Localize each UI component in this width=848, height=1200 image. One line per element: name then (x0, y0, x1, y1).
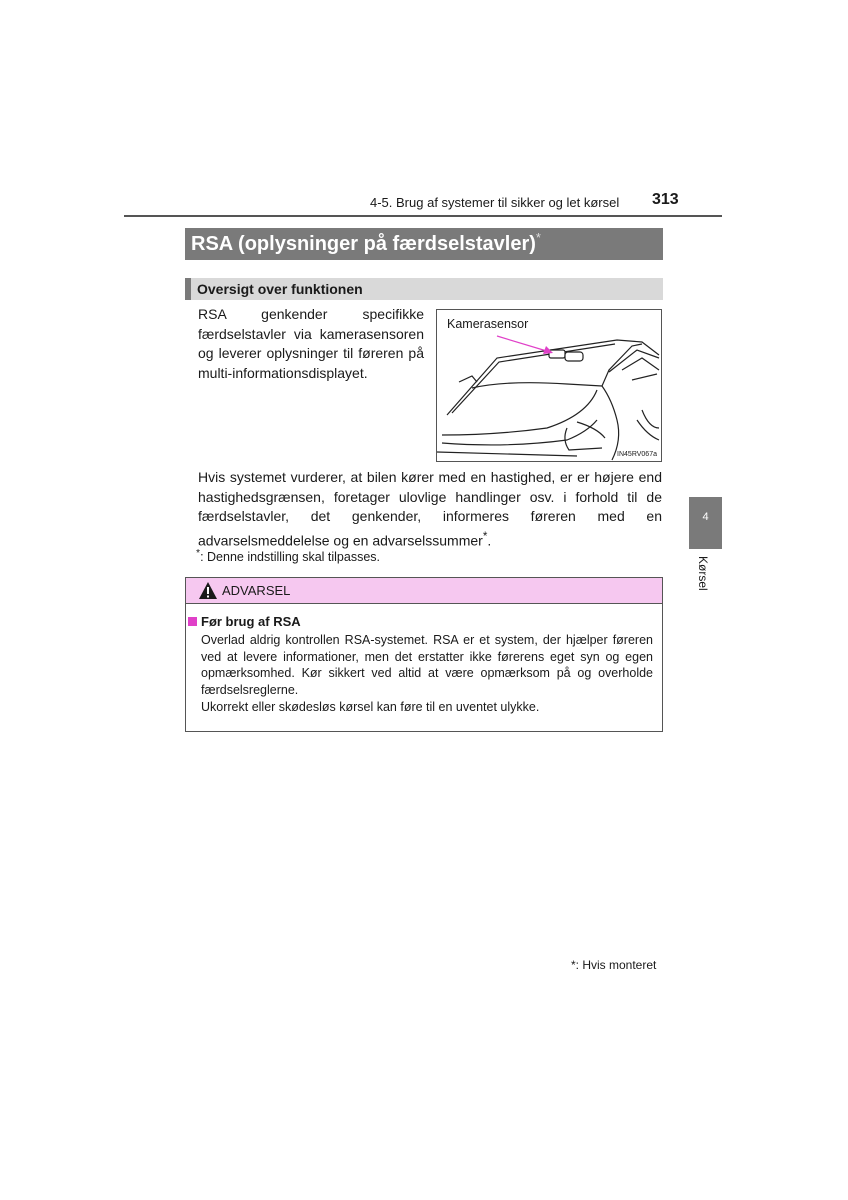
warning-triangle-icon (198, 581, 218, 600)
figure-code: IN45RV067a (617, 451, 657, 458)
bullet-square-icon (188, 617, 197, 626)
main-paragraph-end: . (487, 532, 492, 549)
car-windshield-illustration (437, 310, 662, 462)
warning-label: ADVARSEL (222, 583, 291, 598)
warning-header (186, 578, 662, 604)
warning-subheading (188, 614, 301, 629)
chapter-label: Kørsel (696, 556, 710, 591)
warning-paragraph-2: Ukorrekt eller skødesløs kørsel kan føre til en uventet ulykke. (201, 700, 540, 714)
intro-paragraph: RSA genkender specifikke færdselstavler via kamerasensoren og leverer oplysninger til føreren på multi-informationsdisplayet. (198, 306, 424, 381)
bottom-footnote-marker: * (571, 958, 576, 972)
main-paragraph-text: Hvis systemet vurderer, at bilen kører med en hastighed, er er højere end hastighedsgrænsen, foretager ulovlige handlinger osv. i forhold til de færdselstavler, det genkender, informeres føreren med en advarselsmeddelelse og en advarselssummer (198, 469, 662, 549)
bottom-footnote (571, 958, 656, 972)
page-title (185, 228, 663, 260)
figure-label: Kamerasensor (447, 317, 529, 331)
section-heading: Oversigt over funktionen (185, 278, 663, 300)
warning-subheading-text: Før brug af RSA (201, 614, 301, 629)
chapter-number: 4 (702, 511, 709, 523)
warning-paragraph-1: Overlad aldrig kontrollen RSA-systemet. RSA er et system, der hjælper føreren ved at levere informationer, men det erstatter ikke førerens eget syn og egen opmærksomhed. Kør sikkert ved altid at være opmærksom på og overholde færdselsreglerne. (201, 633, 653, 697)
page-title-text: RSA (oplysninger på færdselstavler) (191, 233, 536, 255)
header-divider (124, 215, 722, 217)
setting-footnote-marker: * (196, 548, 201, 559)
running-header: 4-5. Brug af systemer til sikker og let kørsel (370, 195, 620, 210)
camera-sensor-figure (436, 309, 662, 462)
setting-footnote (196, 548, 380, 564)
title-footnote-marker: * (535, 230, 541, 245)
bottom-footnote-text: : Hvis monteret (575, 958, 657, 972)
setting-footnote-text: : Denne indstilling skal tilpasses. (200, 550, 381, 565)
page-number: 313 (652, 191, 679, 208)
main-paragraph-marker: * (482, 529, 488, 543)
main-paragraph (198, 468, 662, 551)
chapter-tab (689, 497, 722, 549)
